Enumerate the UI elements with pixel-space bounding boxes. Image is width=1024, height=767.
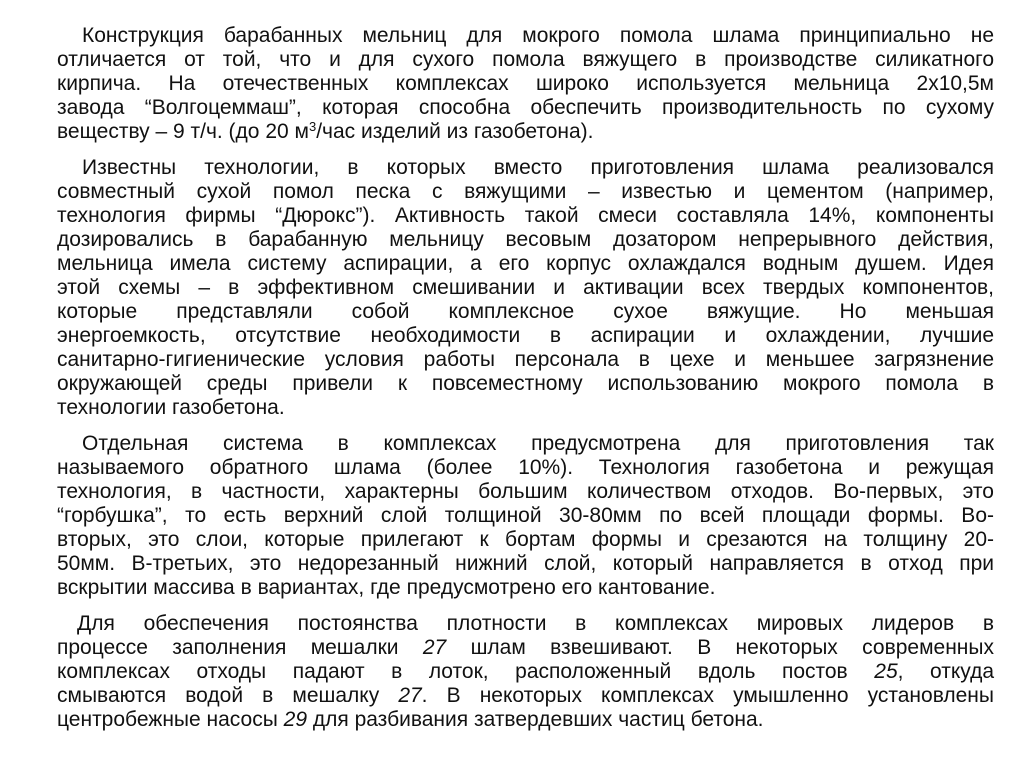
text-segment: технология, в частности, характерны большим количеством отходов. Во-первых, это <box>57 480 994 503</box>
text-segment: которые представляли собой комплексное сухое вяжущие. Но меньшая <box>57 300 994 323</box>
text-line <box>57 552 994 576</box>
text-segment: энергоемкость, отсутствие необходимости в аспирации и охлаждении, лучшие <box>57 324 994 347</box>
paragraph <box>57 24 994 144</box>
superscript: 3 <box>308 119 317 134</box>
text-line <box>57 684 994 708</box>
reference-number: 29 <box>283 708 308 731</box>
paragraph <box>57 432 994 600</box>
text-line <box>57 504 994 528</box>
text-segment: вторых, это слои, которые прилегают к бортам формы и срезаются на толщину 20- <box>57 528 994 551</box>
text-segment: шлам взвешивают. В некоторых современных <box>446 636 994 659</box>
reference-number: 27 <box>398 684 422 707</box>
text-segment: технологии газобетона. <box>57 396 285 419</box>
text-line <box>57 348 994 372</box>
text-segment: 50мм. В-третьих, это недорезанный нижний слой, который направляется в отход при <box>57 552 994 575</box>
text-line <box>57 456 994 480</box>
reference-number: 27 <box>422 636 447 659</box>
text-segment: санитарно-гигиенические условия работы персонала в цехе и меньшее загрязнение <box>57 348 994 371</box>
text-segment: этой схемы – в эффективном смешивании и активации всех твердых компонентов, <box>57 276 994 299</box>
text-segment: Для обеспечения постоянства плотности в комплексах мировых лидеров в <box>77 612 994 635</box>
text-line <box>57 660 994 684</box>
text-segment: совместный сухой помол песка с вяжущими – известью и цементом (например, <box>57 180 994 203</box>
text-line <box>57 708 994 732</box>
text-line <box>57 24 994 48</box>
text-line <box>57 48 994 72</box>
text-segment: /час изделий из газобетона). <box>316 120 594 143</box>
text-line <box>57 156 994 180</box>
text-segment: отличается от той, что и для сухого помола вяжущего в производстве силикатного <box>57 48 994 71</box>
text-line <box>57 480 994 504</box>
text-segment: окружающей среды привели к повсеместному использованию мокрого помола в <box>57 372 994 395</box>
text-line <box>57 276 994 300</box>
document-page <box>57 24 994 744</box>
text-segment: Отдельная система в комплексах предусмотрена для приготовления так <box>82 432 994 455</box>
text-segment: Конструкция барабанных мельниц для мокрого помола шлама принципиально не <box>82 24 994 47</box>
text-line <box>57 612 994 636</box>
text-segment: смываются водой в мешалку <box>57 684 399 707</box>
text-line <box>57 204 994 228</box>
text-line <box>57 228 994 252</box>
text-segment: “горбушка”, то есть верхний слой толщиной 30-80мм по всей площади формы. Во- <box>57 504 994 527</box>
text-segment: процессе заполнения мешалки <box>57 636 423 659</box>
text-segment: Известны технологии, в которых вместо приготовления шлама реализовался <box>82 156 994 179</box>
text-line <box>57 576 994 600</box>
text-line <box>57 96 994 120</box>
text-line <box>57 396 994 420</box>
paragraph <box>57 156 994 420</box>
text-segment: вскрытии массива в вариантах, где предусмотрено его кантование. <box>57 576 716 599</box>
paragraph <box>57 612 994 732</box>
text-segment: мельница имела систему аспирации, а его корпус охлаждался водным душем. Идея <box>57 252 994 275</box>
reference-number: 25 <box>874 660 898 683</box>
text-segment: . В некоторых комплексах умышленно установлены <box>421 684 995 707</box>
text-line <box>57 372 994 396</box>
text-segment: для разбивания затвердевших частиц бетона. <box>307 708 764 731</box>
text-line <box>57 432 994 456</box>
text-line <box>57 528 994 552</box>
text-line <box>57 180 994 204</box>
text-line <box>57 300 994 324</box>
text-line <box>57 252 994 276</box>
text-segment: , откуда <box>897 660 994 683</box>
text-segment: комплексах отходы падают в лоток, расположенный вдоль постов <box>57 660 875 683</box>
text-line <box>57 636 994 660</box>
text-segment: технология фирмы “Дюрокс”). Активность такой смеси составляла 14%, компоненты <box>57 204 994 227</box>
text-segment: завода “Волгоцеммаш”, которая способна обеспечить производительность по сухому <box>57 96 994 119</box>
text-line <box>57 72 994 96</box>
text-segment: дозировались в барабанную мельницу весовым дозатором непрерывного действия, <box>57 228 994 251</box>
text-segment: веществу – 9 т/ч. (до 20 м <box>57 120 309 143</box>
text-line <box>57 120 994 144</box>
text-line <box>57 324 994 348</box>
text-segment: центробежные насосы <box>57 708 284 731</box>
text-segment: называемого обратного шлама (более 10%). Технология газобетона и режущая <box>57 456 994 479</box>
text-segment: кирпича. На отечественных комплексах широко используется мельница 2х10,5м <box>57 72 994 95</box>
